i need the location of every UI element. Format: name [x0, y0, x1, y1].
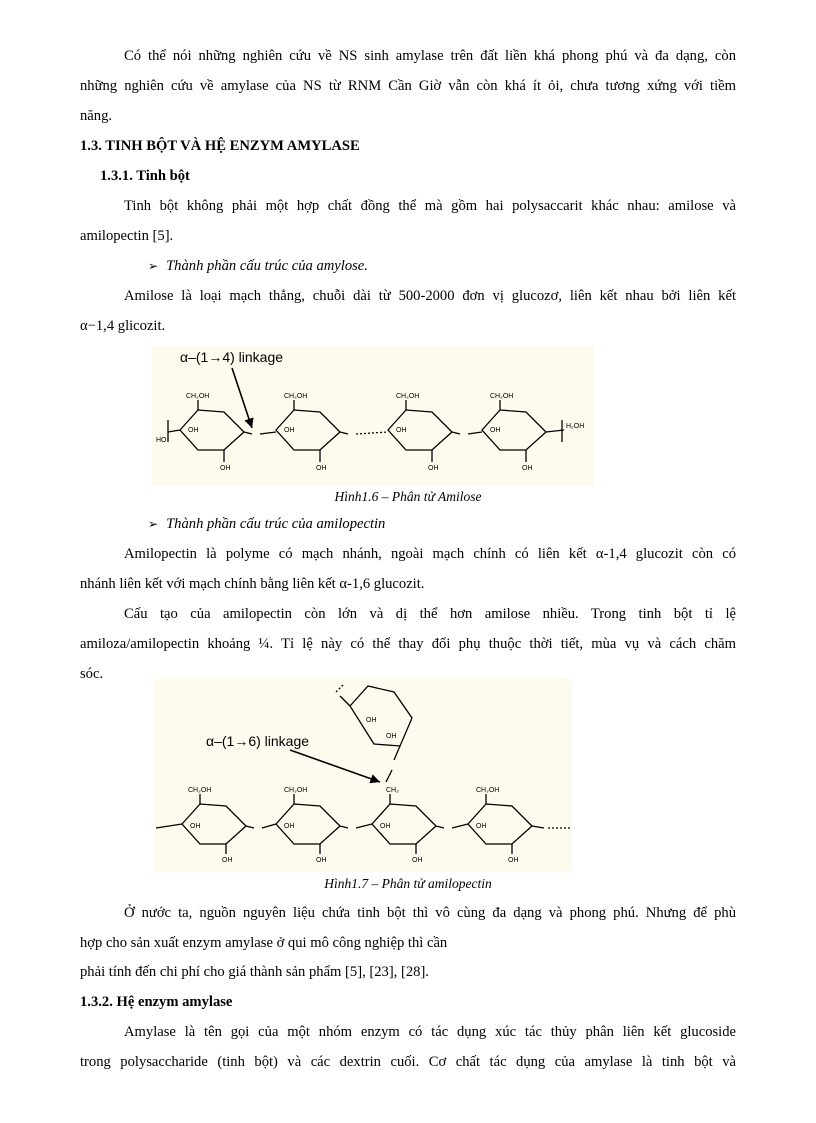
paragraph-line: α−1,4 glicozit. — [80, 318, 166, 334]
paragraph-line: amiloza/amilopectin khoảng ¼. Tỉ lệ này có thể thay đổi phụ thuộc thời tiết, mùa vụ và cách chăm — [80, 636, 736, 652]
paragraph-line: những nghiên cứu về amylase của NS từ RNM Cần Giờ vẫn còn khá ít ỏi, chưa tương xứng với tiềm — [80, 78, 736, 94]
paragraph-line: sóc. — [80, 666, 104, 682]
linkage-label: α–(1→4) linkage — [180, 349, 284, 365]
oh-label: OH — [380, 823, 391, 830]
oh-label: OH — [490, 427, 501, 434]
paragraph-line: Có thể nói những nghiên cứu về NS sinh amylase trên đất liền khá phong phú và đa dạng, còn — [124, 48, 736, 64]
linkage-arrow — [232, 368, 252, 428]
amylose-figure — [152, 346, 594, 486]
arrow-bullet-icon: ➢ — [148, 259, 159, 273]
ch2oh-label: CH₂OH — [186, 393, 210, 400]
paragraph-line: phải tính đến chi phí cho giá thành sản phẩm [5], [23], [28]. — [80, 964, 429, 980]
ch2oh-label: CH₂OH — [284, 393, 308, 400]
amylose-structure-diagram — [152, 346, 594, 486]
paragraph-line: Ở nước ta, nguồn nguyên liệu chứa tinh bột thì vô cùng đa dạng và phong phú. Nhưng để phù — [124, 905, 736, 921]
oh-label: OH — [284, 823, 295, 830]
paragraph-line: hợp cho sản xuất enzym amylase ở qui mô công nghiệp thì cần — [80, 935, 448, 951]
oh-label: OH — [366, 717, 377, 724]
oh-label: OH — [284, 427, 295, 434]
oh-label: OH — [220, 465, 231, 472]
ch2oh-label: CH₂OH — [188, 787, 212, 794]
paragraph-line: Tinh bột không phải một hợp chất đồng thể mà gồm hai polysaccarit khác nhau: amilose và — [124, 198, 736, 214]
section-heading: 1.3. TINH BỘT VÀ HỆ ENZYM AMYLASE — [80, 138, 360, 154]
paragraph-line: trong polysaccharide (tinh bột) và các dextrin cuối. Cơ chất tác dụng của amylase là tinh bột và — [80, 1054, 736, 1070]
h2oh-label: H₂OH — [566, 423, 585, 430]
amylopectin-structure-diagram — [154, 678, 572, 872]
bullet-item — [148, 258, 368, 275]
oh-label: OH — [386, 733, 397, 740]
paragraph-line: năng. — [80, 108, 113, 124]
oh-label: OH — [316, 465, 327, 472]
bullet-text: Thành phần cấu trúc của amilopectin — [166, 516, 386, 532]
paragraph-line: Amylase là tên gọi của một nhóm enzym có tác dụng xúc tác thủy phân liên kết glucoside — [124, 1024, 736, 1040]
ch2oh-label: CH₂OH — [284, 787, 308, 794]
linkage-label: α–(1→6) linkage — [206, 733, 310, 749]
bullet-item — [148, 516, 385, 533]
glucose-ring — [350, 686, 412, 746]
paragraph-line: amilopectin [5]. — [80, 228, 174, 244]
arrow-bullet-icon: ➢ — [148, 517, 159, 531]
paragraph-line: Amilopectin là polyme có mạch nhánh, ngoài mạch chính có liên kết α-1,4 glucozit còn có — [124, 546, 736, 562]
oh-label: OH — [316, 857, 327, 864]
oh-label: OH — [412, 857, 423, 864]
ch2oh-label: CH₂OH — [476, 787, 500, 794]
paragraph-line: Amilose là loại mạch thẳng, chuỗi dài từ 500-2000 đơn vị glucozơ, liên kết nhau bởi liên kết — [124, 288, 736, 304]
ch2oh-label: CH₂OH — [396, 393, 420, 400]
ch2oh-label: CH₂OH — [490, 393, 514, 400]
oh-label: OH — [476, 823, 487, 830]
paragraph-line: Cấu tạo của amilopectin còn lớn và dị thể hơn amilose nhiều. Trong tinh bột tỉ lệ — [124, 606, 736, 622]
oh-label: OH — [188, 427, 199, 434]
oh-label: OH — [508, 857, 519, 864]
figure-caption: Hình1.6 – Phân tử Amilose — [334, 489, 482, 504]
ho-label: HO — [156, 437, 167, 444]
oh-label: OH — [522, 465, 533, 472]
linkage-arrow — [290, 750, 380, 782]
oh-label: OH — [428, 465, 439, 472]
oh-label: OH — [190, 823, 201, 830]
ch2-label: CH₂ — [386, 787, 399, 794]
subsection-heading: 1.3.2. Hệ enzym amylase — [80, 994, 233, 1010]
paragraph-line: nhánh liên kết với mạch chính bằng liên kết α-1,6 glucozit. — [80, 576, 425, 592]
subsection-heading: 1.3.1. Tinh bột — [100, 168, 190, 184]
bullet-text: Thành phần cấu trúc của amylose. — [166, 258, 368, 274]
amylopectin-figure — [154, 678, 572, 872]
figure-caption: Hình1.7 – Phân tử amilopectin — [324, 876, 492, 891]
oh-label: OH — [222, 857, 233, 864]
oh-label: OH — [396, 427, 407, 434]
